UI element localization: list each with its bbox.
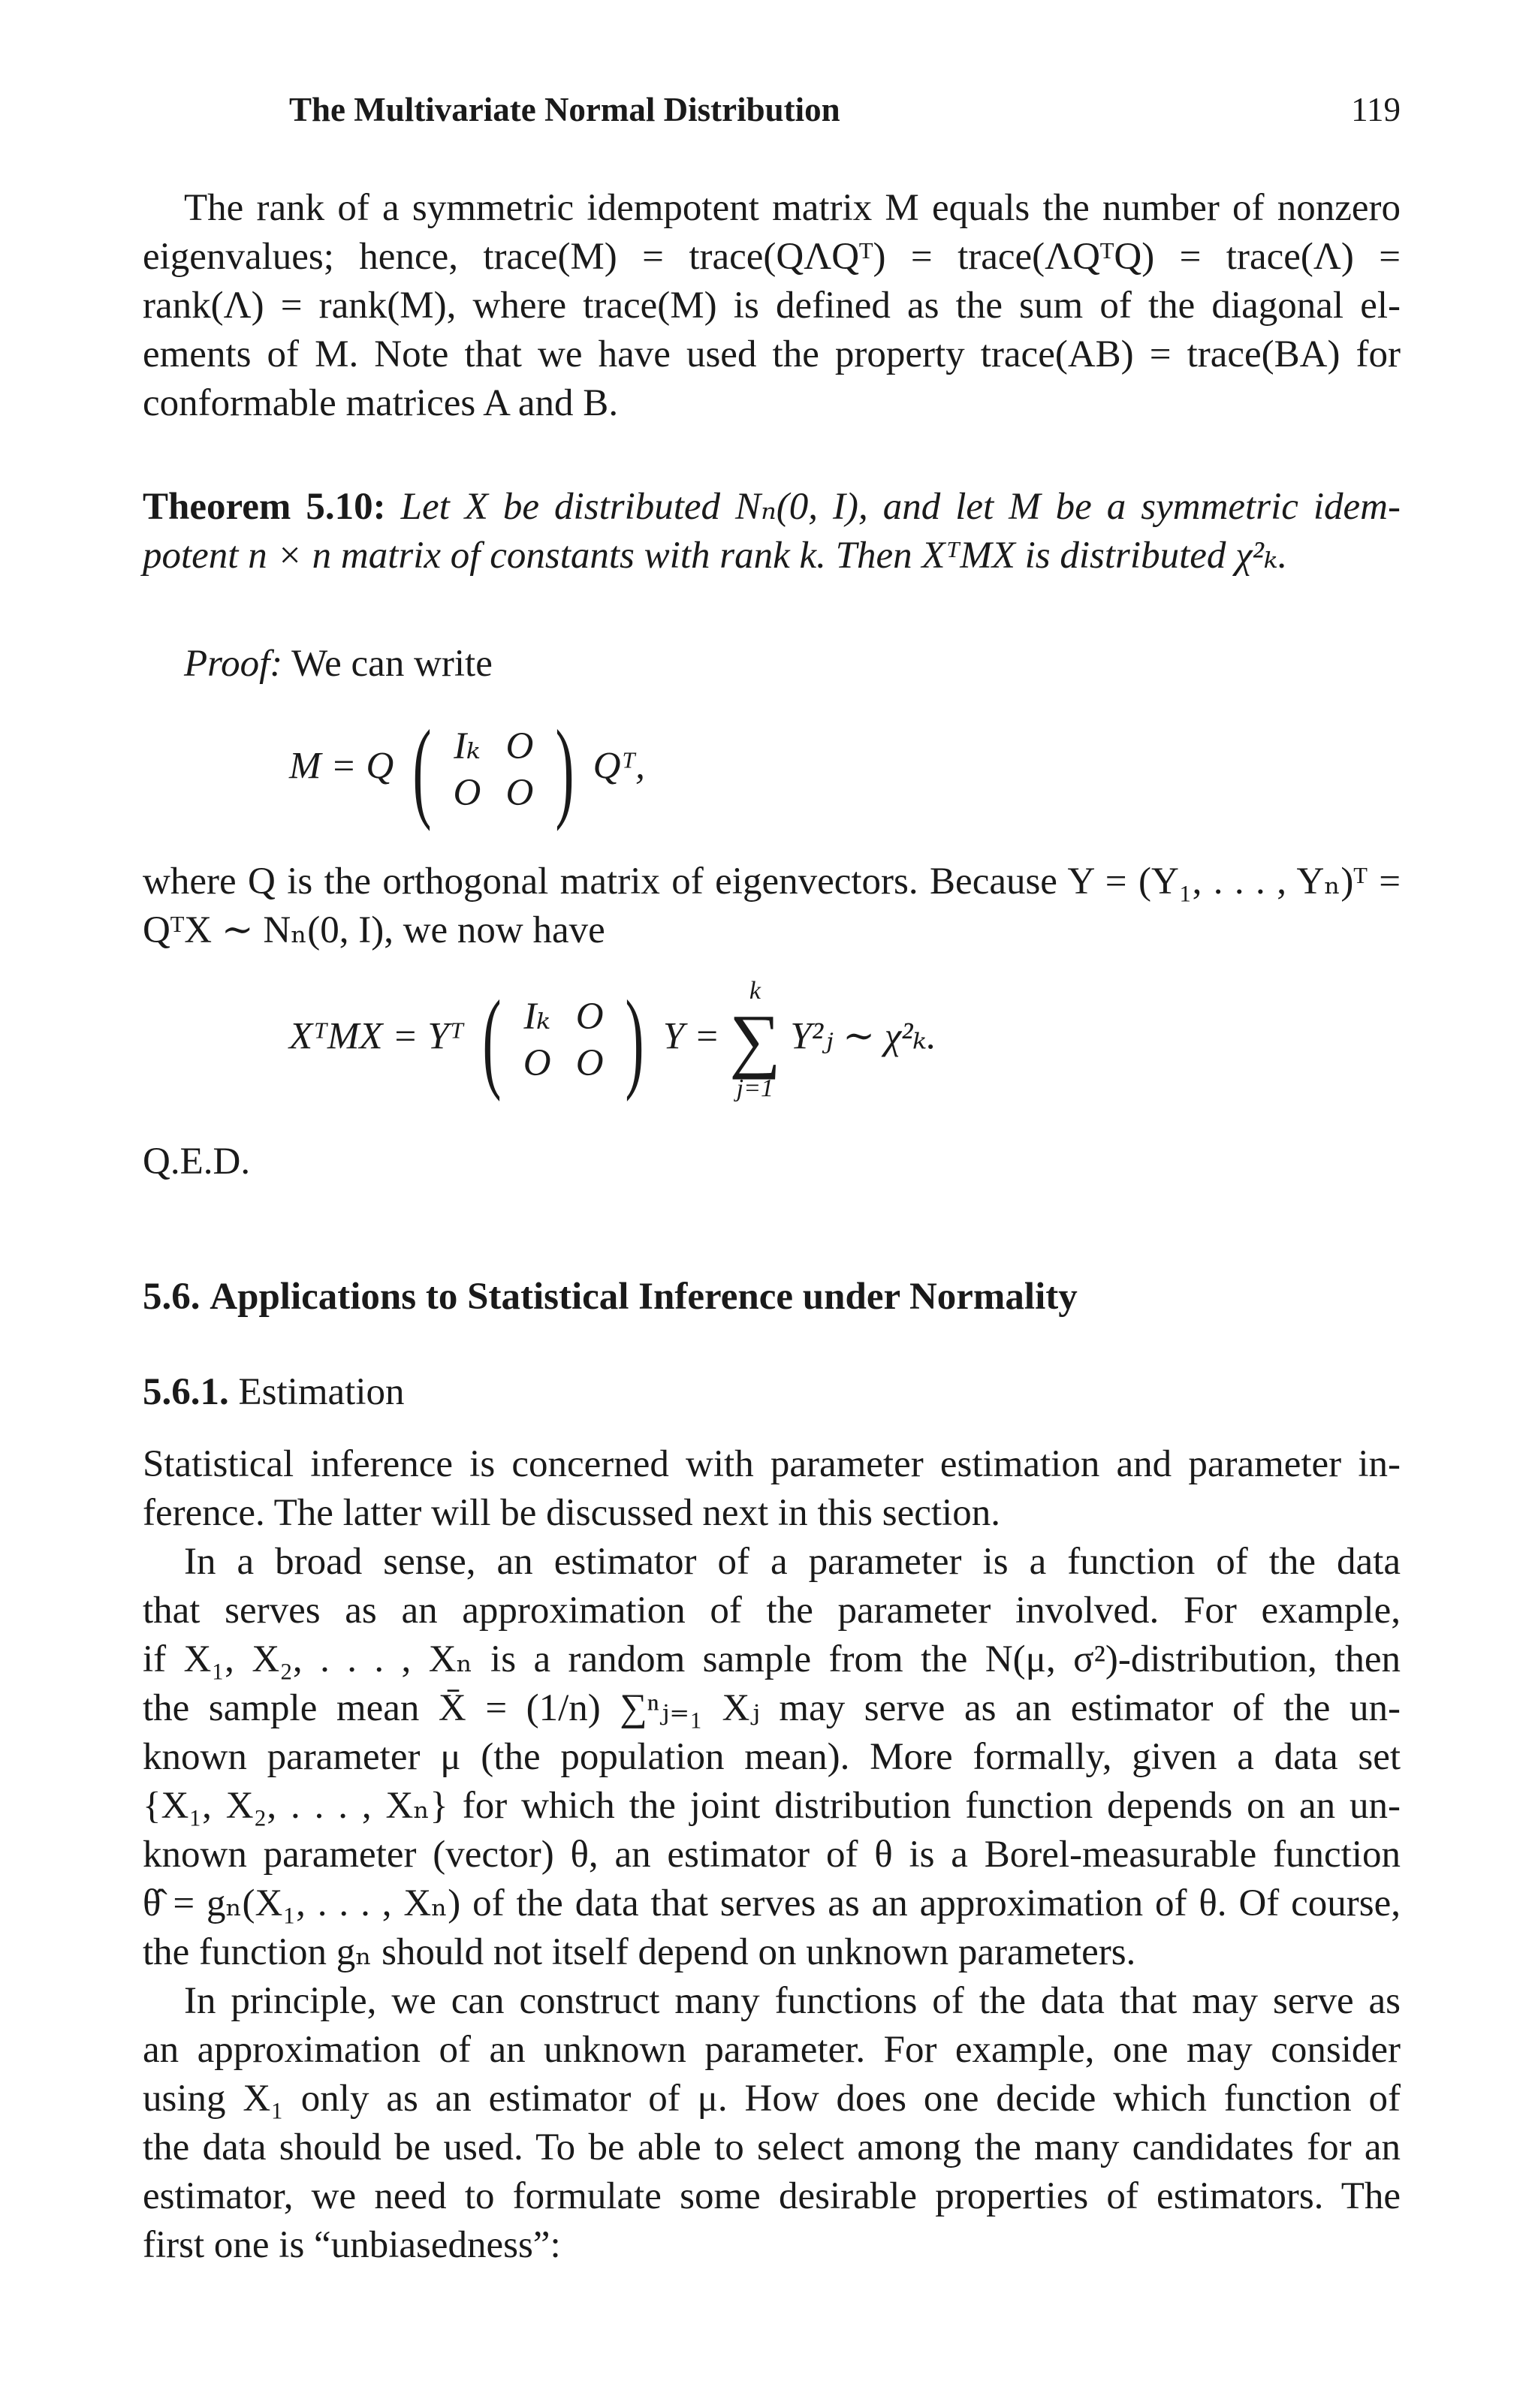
subsection-number: 5.6.1. — [143, 1371, 229, 1413]
text-line: rank(Λ) = rank(M), where trace(M) is defined as the sum of the diagonal el- — [143, 285, 1401, 327]
theorem-line — [143, 483, 1401, 532]
proof-middle — [143, 857, 1401, 955]
paragraph-2 — [143, 1538, 1401, 1977]
sum-upper-limit: k — [749, 977, 761, 1005]
text-line: where Q is the orthogonal matrix of eigenvectors. Because Y = (Y₁, . . . , Yₙ)ᵀ = — [143, 860, 1401, 903]
running-head — [289, 89, 1401, 131]
text-line: eigenvalues; hence, trace(M) = trace(QΛQᵀ) = trace(ΛQᵀQ) = trace(Λ) = — [143, 236, 1401, 278]
text-line: In a broad sense, an estimator of a parameter is a function of the data — [184, 1541, 1401, 1583]
text-line: that serves as an approximation of the parameter involved. For example, — [143, 1590, 1401, 1632]
text-line: estimator, we need to formulate some desirable properties of estimators. The — [143, 2175, 1401, 2217]
text-line: ference. The latter will be discussed next in this section. — [143, 1492, 1000, 1534]
text-line: the data should be used. To be able to select among the many candidates for an — [143, 2126, 1401, 2168]
text-line: In principle, we can construct many functions of the data that may serve as — [184, 1980, 1401, 2022]
block-matrix — [511, 995, 616, 1085]
text-line: known parameter (vector) θ, an estimator of θ is a Borel-measurable function — [143, 1834, 1401, 1876]
left-paren: ( — [412, 707, 432, 832]
summation — [729, 976, 780, 1104]
matrix-cell: O — [575, 1042, 604, 1084]
text-line: The rank of a symmetric idempotent matrix M equals the number of nonzero — [184, 187, 1401, 229]
paragraph-1 — [143, 1440, 1401, 1538]
sum-lower-limit: j=1 — [736, 1074, 774, 1102]
intro-paragraph — [143, 184, 1401, 428]
section-heading — [143, 1273, 1078, 1322]
text-line: ements of M. Note that we have used the property trace(AB) = trace(BA) for — [143, 333, 1401, 375]
text-line: the function gₙ should not itself depend on unknown parameters. — [143, 1931, 1136, 1973]
text-line: Statistical inference is concerned with parameter estimation and parameter in- — [143, 1443, 1401, 1485]
equation-1-rhs: Qᵀ, — [593, 745, 645, 788]
text-line: θ̂ = gₙ(X₁, . . . , Xₙ) of the data that serves as an approximation of θ. Of course, — [143, 1882, 1401, 1924]
proof-line — [143, 640, 1401, 689]
matrix-cell: O — [523, 1042, 551, 1084]
text-line: QᵀX ∼ Nₙ(0, I), we now have — [143, 909, 605, 951]
section-number: 5.6. — [143, 1276, 201, 1318]
qed: Q.E.D. — [143, 1141, 251, 1183]
text-line: known parameter μ (the population mean). More formally, given a data set — [143, 1736, 1401, 1778]
subsection-heading — [143, 1368, 404, 1417]
block-matrix — [441, 725, 546, 815]
equation-1-lhs: M = Q — [289, 745, 394, 788]
text-line: if X₁, X₂, . . . , Xₙ is a random sample from the N(μ, σ²)-distribution, then — [143, 1638, 1401, 1680]
subsection-title: Estimation — [238, 1371, 405, 1413]
page-number: 119 — [1351, 91, 1401, 128]
text-line: first one is “unbiasedness”: — [143, 2224, 561, 2266]
text-line: an approximation of an unknown parameter. For example, one may consider — [143, 2029, 1401, 2071]
matrix-cell: Iₖ — [454, 725, 481, 767]
theorem-line: potent n × n matrix of constants with rank k. Then XᵀMX is distributed χ²ₖ. — [143, 535, 1288, 577]
equation-2-rhs: Y²ⱼ ∼ χ²ₖ. — [790, 1015, 936, 1058]
matrix-cell: O — [453, 772, 481, 814]
section-title: Applications to Statistical Inference under Normality — [210, 1276, 1078, 1318]
equation-2 — [289, 976, 936, 1104]
paragraph-3 — [143, 1977, 1401, 2270]
theorem — [143, 483, 1401, 580]
proof-intro — [143, 640, 1401, 689]
text-line: using X₁ only as an estimator of μ. How does one decide which function of — [143, 2078, 1401, 2120]
matrix-cell: Iₖ — [523, 996, 550, 1038]
running-title: The Multivariate Normal Distribution — [289, 91, 840, 128]
matrix-cell: O — [505, 772, 534, 814]
equation-1 — [289, 707, 645, 832]
equation-2-mid: Y = — [662, 1015, 720, 1058]
matrix-cell: O — [505, 725, 534, 767]
proof-intro-text: We can write — [291, 643, 493, 685]
text-line: conformable matrices A and B. — [143, 382, 619, 424]
text-line: {X₁, X₂, . . . , Xₙ} for which the joint distribution function depends on an un- — [143, 1785, 1401, 1827]
equation-2-lhs: XᵀMX = Yᵀ — [289, 1015, 464, 1058]
theorem-label: Theorem 5.10: — [143, 486, 386, 528]
text-line: the sample mean X̄ = (1/n) ∑ⁿⱼ₌₁ Xⱼ may serve as an estimator of the un- — [143, 1687, 1401, 1729]
theorem-statement: Let X be distributed Nₙ(0, I), and let M be a symmetric idem- — [400, 486, 1401, 528]
sum-symbol: ∑ — [729, 999, 781, 1080]
right-paren: ) — [555, 707, 574, 832]
matrix-cell: O — [575, 996, 604, 1038]
proof-label: Proof: — [184, 643, 283, 685]
right-paren: ) — [625, 978, 644, 1102]
left-paren: ( — [482, 978, 502, 1102]
